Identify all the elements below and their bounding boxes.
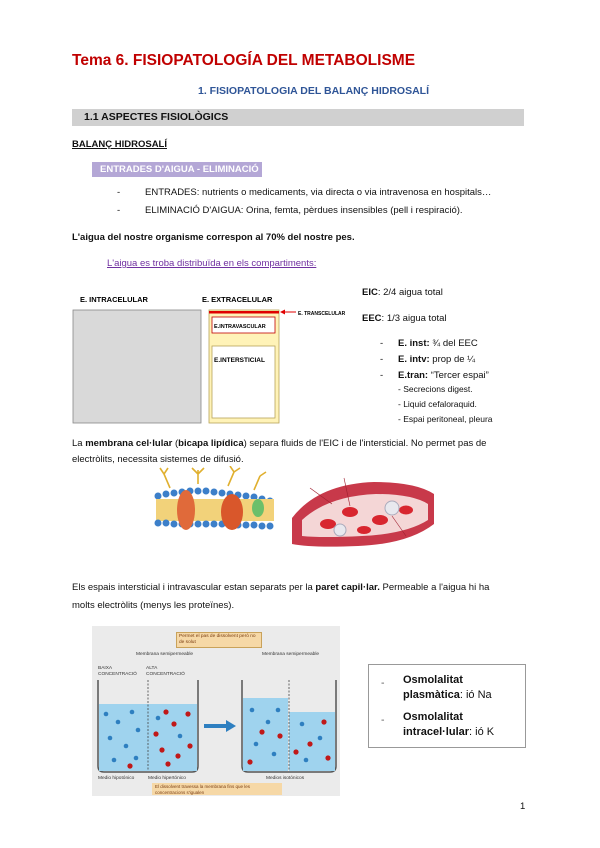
section-header-text: 1.1 ASPECTES FISIOLÒGICS [84, 111, 229, 123]
chapter-subtitle: 1. FISIOPATOLOGIA DEL BALANÇ HIDROSALÍ [198, 85, 430, 97]
label-membrana-left: Membrana semipermeable [136, 652, 194, 657]
label-membrana-right: Membrana semipermeable [262, 652, 320, 657]
white-blood-cell [334, 524, 346, 536]
bullet-text: ENTRADES: nutrients o medicaments, via directa o via intravenosa en hospitals… [145, 187, 492, 198]
spaces-paragraph-line2: molts electròlits (menys les proteïnes). [72, 600, 235, 611]
item-rest: ¾ del EEC [429, 338, 478, 349]
intracellular-box [73, 310, 201, 423]
label-baixa-concentracio: BAIXA CONCENTRACIÓ [98, 666, 137, 677]
osmosis-figure [92, 626, 340, 796]
section-header-bar [72, 109, 524, 126]
arrow-head [280, 310, 285, 315]
item-dash: - [381, 714, 385, 726]
label-extracelular: E. EXTRACELULAR [202, 295, 273, 304]
label-transcelular: E. TRANSCELULAR [298, 311, 346, 317]
water-percent-paragraph [72, 232, 355, 243]
osmo-bold: intracel·lular [403, 726, 470, 738]
osmo-ion: : ió Na [459, 689, 492, 701]
item-bold: E. inst: [398, 338, 430, 349]
label-intravascular: E.INTRAVASCULAR [214, 324, 266, 330]
tran-item-liquid: - Liquid cefaloraquid. [398, 399, 477, 409]
eic-bold: EIC [362, 287, 378, 298]
channel-protein [177, 490, 195, 530]
text-run: Permeable a l'aigua hi ha [379, 582, 490, 593]
membrane-bold: membrana cel·lular [85, 438, 173, 449]
page-number: 1 [520, 801, 526, 812]
arrow-head [226, 720, 236, 732]
tran-item-secrecions: - Secrecions digest. [398, 384, 473, 394]
white-blood-cell [385, 501, 399, 515]
text-run: ) separa fluids de l'EIC i de l'intersticial. No permet pas de [243, 438, 487, 449]
capillary-bold: paret capil·lar. [315, 582, 380, 593]
label-alta-concentracio: ALTA CONCENTRACIÓ [146, 666, 185, 677]
osmo-label: Osmolalitat [403, 711, 463, 723]
item-text [398, 354, 475, 365]
entrades-tag: ENTRADES D'AIGUA - ELIMINACIÓ [92, 162, 262, 177]
caption-isotonic: Medios isotónicos [266, 776, 305, 781]
text-run: Els espais intersticial i intravascular estan separats per la [72, 582, 316, 593]
peripheral-protein [252, 499, 264, 517]
item-rest: “Tercer espai” [428, 370, 489, 381]
osmosis-beakers [92, 626, 340, 796]
water-line-bold: 70% [265, 232, 285, 243]
osmolality-intracellular [403, 710, 494, 740]
eec-bold: EEC [362, 313, 382, 324]
caption-hipertonic: Medio hipertónico [148, 776, 186, 781]
osmolality-box [368, 664, 526, 748]
water-right-b [289, 712, 335, 771]
item-dash: - [380, 370, 384, 381]
osmosis-bottom-note: El dissolvent travessa la membrana fins que les concentracions s'igualen [152, 783, 282, 795]
label-intracelular: E. INTRACELULAR [80, 295, 148, 304]
osmo-bold: plasmàtica [403, 689, 460, 701]
caption-hipotonic: Medio hipotónico [98, 776, 135, 781]
item-rest: prop de ¼ [429, 354, 476, 365]
eec-text: : 1/3 aigua total [381, 313, 447, 324]
balanc-heading: BALANÇ HIDROSALÍ [72, 139, 167, 150]
item-bold: E.tran: [398, 370, 429, 381]
text-run: ( [172, 438, 179, 449]
item-text [398, 370, 489, 381]
transcellular-band [209, 311, 279, 314]
item-text [398, 338, 478, 349]
page-title: Tema 6. FISIOPATOLOGÍA DEL METABOLISME [72, 52, 416, 69]
text-run: La [72, 438, 86, 449]
eec-note [362, 313, 447, 324]
lipid-bilayer-illustration [150, 466, 280, 546]
blood-vessel-illustration [288, 474, 438, 554]
bullet-dash: - [117, 205, 121, 216]
bullet-dash: - [117, 187, 121, 198]
eic-note [362, 287, 443, 298]
label-intersticial: E.INTERSTICIAL [214, 357, 265, 364]
osmosis-callout: Permet el pas de dissolvent però no de solut [176, 632, 262, 648]
glycoprotein-antennas [160, 466, 266, 490]
membrane-paragraph-line1 [72, 438, 486, 449]
water-line-post: del nostre pes. [284, 232, 355, 243]
osmo-label: Osmolalitat [403, 674, 463, 686]
bilayer-bold: bicapa lipídica [178, 438, 244, 449]
tran-item-espai: - Espai peritoneal, pleura [398, 414, 493, 424]
transmembrane-protein [221, 494, 243, 530]
compartment-diagram [72, 290, 362, 430]
item-bold: E. intv: [398, 354, 430, 365]
item-dash: - [380, 354, 384, 365]
water-line-pre: L'aigua del nostre organisme correspon al [72, 232, 266, 243]
osmo-ion: : ió K [469, 726, 495, 738]
membrane-paragraph-line2: electròlits, necessita sistemes de difusió. [72, 454, 244, 465]
spaces-paragraph-line1 [72, 582, 489, 593]
osmolality-plasma [403, 673, 492, 703]
distribution-link[interactable]: L'aigua es troba distribuïda en els compartiments: [107, 258, 317, 269]
bullet-text: ELIMINACIÓ D'AIGUA: Orina, femta, pèrdues insensibles (pell i respiració). [145, 205, 463, 216]
item-dash: - [381, 677, 385, 689]
item-dash: - [380, 338, 384, 349]
eic-text: : 2/4 aigua total [377, 287, 443, 298]
